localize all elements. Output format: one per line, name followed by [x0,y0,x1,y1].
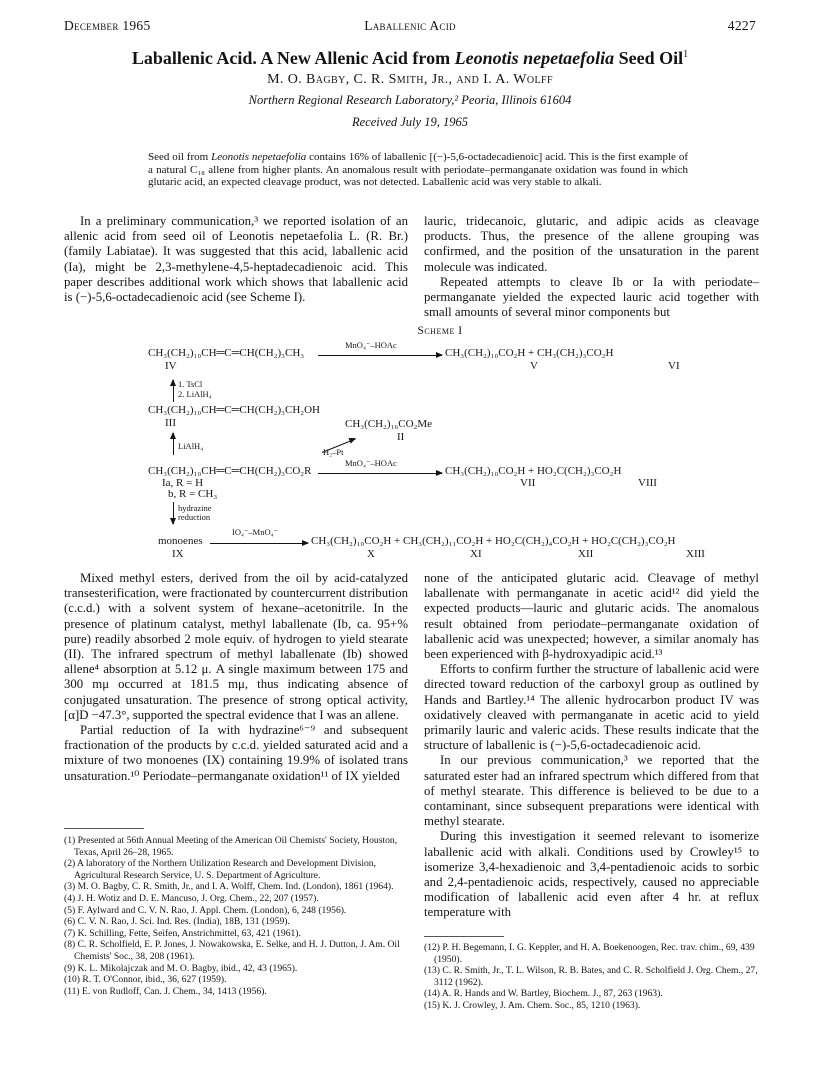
footnote: (5) F. Aylward and C. V. N. Rao, J. Appl. Chem. (London), 6, 248 (1956). [64,904,347,916]
header-date: December 1965 [64,18,151,33]
compound-label: b, R = CH₃ [168,488,218,500]
author-list: M. O. Bagby, C. R. Smith, Jr., and I. A. Wolff [267,72,553,87]
reaction-arrow-down [173,502,174,524]
affiliation: Northern Regional Research Laboratory,² Peoria, Illinois 61604 [248,93,572,107]
abstract-text-2: contains 16% of laballenic [(−)-5,6-octadecadienoic] acid. This is the first example of a natural C₁₈ allene from higher plants. An anomalous result with periodate–permanganate oxidation was found in which glutaric acid, an expected cleavage product, was not detected. Laballenic acid was very stable to alkali. [148,151,688,188]
compound-label: XIII [686,548,705,560]
column-right-bottom [424,571,759,921]
compound-formula: CH₃(CH₂)₁₀CH═C═CH(CH₂)₃CH₂OH [148,404,320,416]
footnote-rule [64,828,144,829]
compound-label: V [530,360,538,372]
paragraph: In a preliminary communication,³ we reported isolation of an allenic acid from seed oil of Leonotis nepetaefolia L. (R. Br.) (family Labiatae). It was suggested that this acid, laballenic acid (Ia), might be 2,3-methylene-4,5-heptadecadienoic acid. This paper describes additional work which shows that laballenic acid is (−)-5,6-octadecadienoic acid (see Scheme I). [64,214,408,305]
reagent-label: 2. LiAlH₄ [178,389,212,399]
compound-label: X [367,548,375,560]
footnote: (2) A laboratory of the Northern Utilization Research and Development Division, Agricultural Research Service, U. S. Department of Agriculture. [64,858,376,881]
footnotes-left [64,835,408,997]
paragraph: During this investigation it seemed relevant to isomerize laballenic acid with alkali. Conditions used by Crowley¹⁵ to isomerize 3,4-hexadienoic and 3,4-pentadienoic acids to sorbic and 2,4-pentadienoic acids, respectively, caused no appreciable modification of laballenic acid even after 4 hr. at reflux temperature with [424,829,759,920]
title-species: Leonotis nepetaefolia [454,48,615,68]
compound-label: VI [668,360,680,372]
running-header [64,18,756,36]
reagent-label: reduction [178,512,211,522]
title-footnote-mark: 1 [683,49,689,60]
compound-label: VIII [638,477,657,489]
compound-label: IV [165,360,177,372]
footnote: (12) P. H. Begemann, I. G. Keppler, and H. A. Boekenoogen, Rec. trav. chim., 69, 439 (1950). [424,942,755,965]
header-running-title: Laballenic Acid [364,18,456,33]
compound-label: Ia, R = H [162,477,204,489]
paragraph: Repeated attempts to cleave Ib or Ia with periodate–permanganate yielded the expected lauric acid together with small amounts of several minor components but [424,274,759,320]
footnote: (13) C. R. Smith, Jr., T. L. Wilson, R. B. Bates, and C. R. Scholfield J. Org. Chem., 27, 3112 (1962). [424,965,758,988]
title-tail: Seed Oil [614,48,684,68]
footnote: (10) R. T. O'Connor, ibid., 36, 627 (1959). [64,974,227,986]
reagent-label: MnO₄⁻–HOAc [345,458,397,468]
reaction-arrow [318,355,442,356]
reagent-label: hydrazine [178,503,212,513]
reaction-arrow [210,543,308,544]
paragraph: In our previous communication,³ we reported that the saturated ester had an infrared spectrum which differed from that of methyl stearate. This difference is believed to be due to a contaminant, since subsequent preparations were identical with methyl stearate. [424,753,759,829]
compound-formula: CH₃(CH₂)₁₀CO₂H + CH₃(CH₂)₃CO₂H [445,347,614,359]
compound-label: III [165,417,176,429]
footnote: (8) C. R. Scholfield, E. P. Jones, J. Nowakowska, E. Selke, and H. J. Dutton, J. Am. Oil Chemists' Soc., 38, 208 (1961). [64,939,400,962]
footnote-rule [424,936,504,937]
title-text: Laballenic Acid. A New Allenic Acid from [131,48,455,68]
abstract [148,151,688,189]
reaction-arrow [318,473,442,474]
paragraph: lauric, tridecanoic, glutaric, and adipic acids as cleavage products. Thus, the presence of the allene grouping was confirmed, and the position of the unsaturation in the parent molecule was indicated. [424,214,759,274]
footnote: (15) K. J. Crowley, J. Am. Chem. Soc., 85, 1210 (1963). [424,999,641,1011]
compound-label: VII [520,477,536,489]
reaction-arrow-up [173,380,174,402]
footnote: (9) K. L. Mikolajczak and M. O. Bagby, ibid., 42, 43 (1965). [64,962,298,974]
column-right-top [424,214,759,320]
paragraph: Partial reduction of Ia with hydrazine⁶⁻⁹ and subsequent fractionation of the products by c.c.d. yielded saturated acid and a mixture of two monoenes (IX) containing 19.9% of isolated trans unsaturation.¹⁰ Periodate–permanganate oxidation¹¹ of IX yielded [64,723,408,783]
footnote: (3) M. O. Bagby, C. R. Smith, Jr., and I. A. Wolff, Chem. Ind. (London), 1861 (1964). [64,881,394,893]
paragraph: none of the anticipated glutaric acid. Cleavage of methyl laballenate with permanganate in acetic acid¹² did yield the expected products—lauric and glutaric acids. The anomalous result obtained from periodate–permanganate oxidation of laballenic acid was unexpected; however, a similar anomaly has been experienced with β-hydroxyadipic acid.¹³ [424,571,759,662]
header-page-number: 4227 [727,18,756,33]
footnote: (7) K. Schilling, Fette, Seifen, Anstrichmittel, 63, 421 (1961). [64,927,301,939]
reagent-label: 1. TsCl [178,379,203,389]
compound-formula: monoenes [158,535,203,547]
abstract-text-1: Seed oil from [148,151,212,163]
compound-label: IX [172,548,184,560]
reagent-label: LiAlH₄ [178,441,204,451]
reaction-arrow-up [173,433,174,455]
footnote: (11) E. von Rudloff, Can. J. Chem., 34, 1413 (1956). [64,985,267,997]
compound-formula: CH₃(CH₂)₁₀CO₂H + CH₃(CH₂)₁₁CO₂H + HO₂C(CH₂)₄CO₂H + HO₂C(CH₂)₃CO₂H [311,535,676,547]
compound-label: II [397,431,405,443]
column-left-top [64,214,408,305]
received-date: Received July 19, 1965 [352,115,468,129]
abstract-species: Leonotis nepetaefolia [211,151,307,163]
footnote: (1) Presented at 56th Annual Meeting of the American Oil Chemists' Society, Houston, Texas, April 26–28, 1965. [64,835,398,858]
column-left-bottom [64,571,408,784]
footnotes-right [424,942,759,1012]
paragraph: Efforts to confirm further the structure of laballenic acid were directed toward reduction of the carboxyl group as outlined by Hands and Bartley.¹⁴ The allenic hydrocarbon product IV was oxidatively cleaved with permanganate in acetic acid to yield primarily lauric and valeric acids. These results indicate that the structure of laballenic is (−)-5,6-octadecadienoic acid. [424,662,759,753]
footnote: (6) C. V. N. Rao, J. Sci. Ind. Res. (India), 18B, 131 (1959). [64,916,290,928]
paper-title [64,48,756,69]
compound-formula: CH₃(CH₂)₁₆CO₂Me [345,418,433,430]
reagent-label: IO₄⁻–MnO₄⁻ [232,527,279,537]
reagent-label: H₂–Pt [323,447,344,457]
reagent-label: MnO₄⁻–HOAc [345,340,397,350]
footnote: (4) J. H. Wotiz and D. E. Mancuso, J. Org. Chem., 22, 207 (1957). [64,892,319,904]
compound-formula: CH₃(CH₂)₁₀CO₂H + HO₂C(CH₂)₃CO₂H [445,465,622,477]
compound-label: XII [578,548,594,560]
compound-label: XI [470,548,482,560]
footnote: (14) A. R. Hands and W. Bartley, Biochem. J., 87, 263 (1963). [424,988,663,1000]
paragraph: Mixed methyl esters, derived from the oil by acid-catalyzed transesterification, were fractionated by countercurrent distribution (c.c.d.) with a solvent system of hexane–acetonitrile. In the presence of platinum catalyst, methyl laballenate (Ib, ca. 95+% pure) readily absorbed 2 mole equiv. of hydrogen to yield stearate (II). The infrared spectrum of methyl laballenate (Ib) showed allene⁴ absorption at 5.12 μ. A single maximum between 175 and 300 mμ occurred at 181.5 mμ, thus indicating absence of conjugated unsaturation. The presence of strong optical activity, [α]D −47.3°, supported the spectral evidence that I was an allene. [64,571,408,722]
compound-formula: CH₃(CH₂)₁₀CH═C═CH(CH₂)₃CH₃ [148,347,305,359]
scheme-title: Scheme I [417,325,463,337]
compound-formula: CH₃(CH₂)₁₀CH═C═CH(CH₂)₃CO₂R [148,465,312,477]
